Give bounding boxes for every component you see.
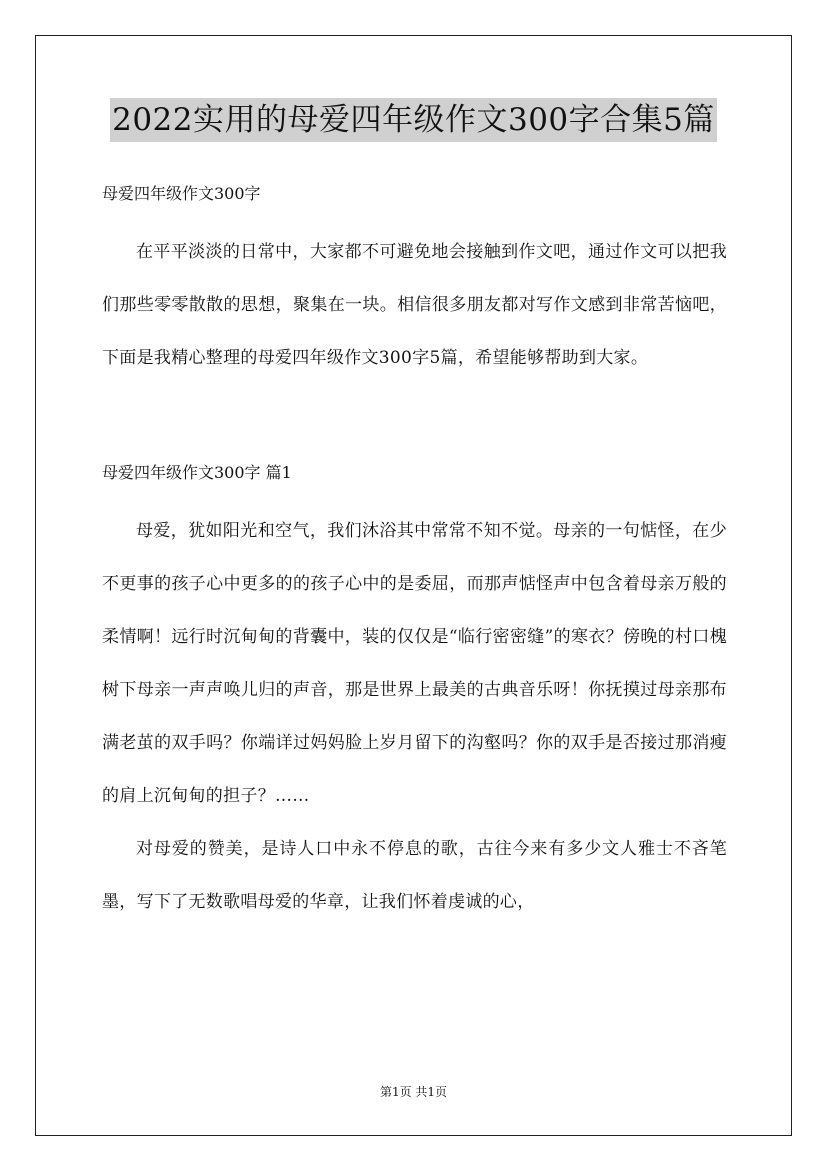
document-title: 2022实用的母爱四年级作文300字合集5篇 bbox=[110, 98, 717, 142]
document-body bbox=[102, 174, 727, 929]
page-footer: 第1页 共1页 bbox=[379, 1085, 448, 1099]
section-paragraph: 母爱，犹如阳光和空气，我们沐浴其中常常不知不觉。母亲的一句惦怪，在少不更事的孩子心中更多的的孩子心中的是委屈，而那声惦怪声中包含着母亲万般的柔情啊！远行时沉甸甸的背囊中，装的仅仅是“临行密密缝”的寒衣？傍晚的村口槐树下母亲一声声唤儿归的声音，那是世界上最美的古典音乐呀！你抚摸过母亲那布满老茧的双手吗？你端详过妈妈脸上岁月留下的沟壑吗？你的双手是否接过那消瘦的肩上沉甸甸的担子？…… bbox=[102, 521, 727, 806]
title-container bbox=[0, 98, 827, 142]
section-heading: 母爱四年级作文300字 篇1 bbox=[102, 463, 292, 482]
section-paragraph: 对母爱的赞美，是诗人口中永不停息的歌，古往今来有多少文人雅士不吝笔墨，写下了无数歌唱母爱的华章，让我们怀着虔诚的心， bbox=[102, 839, 727, 912]
intro-paragraph: 在平平淡淡的日常中，大家都不可避免地会接触到作文吧，通过作文可以把我们那些零零散散的思想，聚集在一块。相信很多朋友都对写作文感到非常苦恼吧，下面是我精心整理的母爱四年级作文300字5篇，希望能够帮助到大家。 bbox=[102, 242, 727, 368]
intro-heading: 母爱四年级作文300字 bbox=[102, 184, 261, 203]
